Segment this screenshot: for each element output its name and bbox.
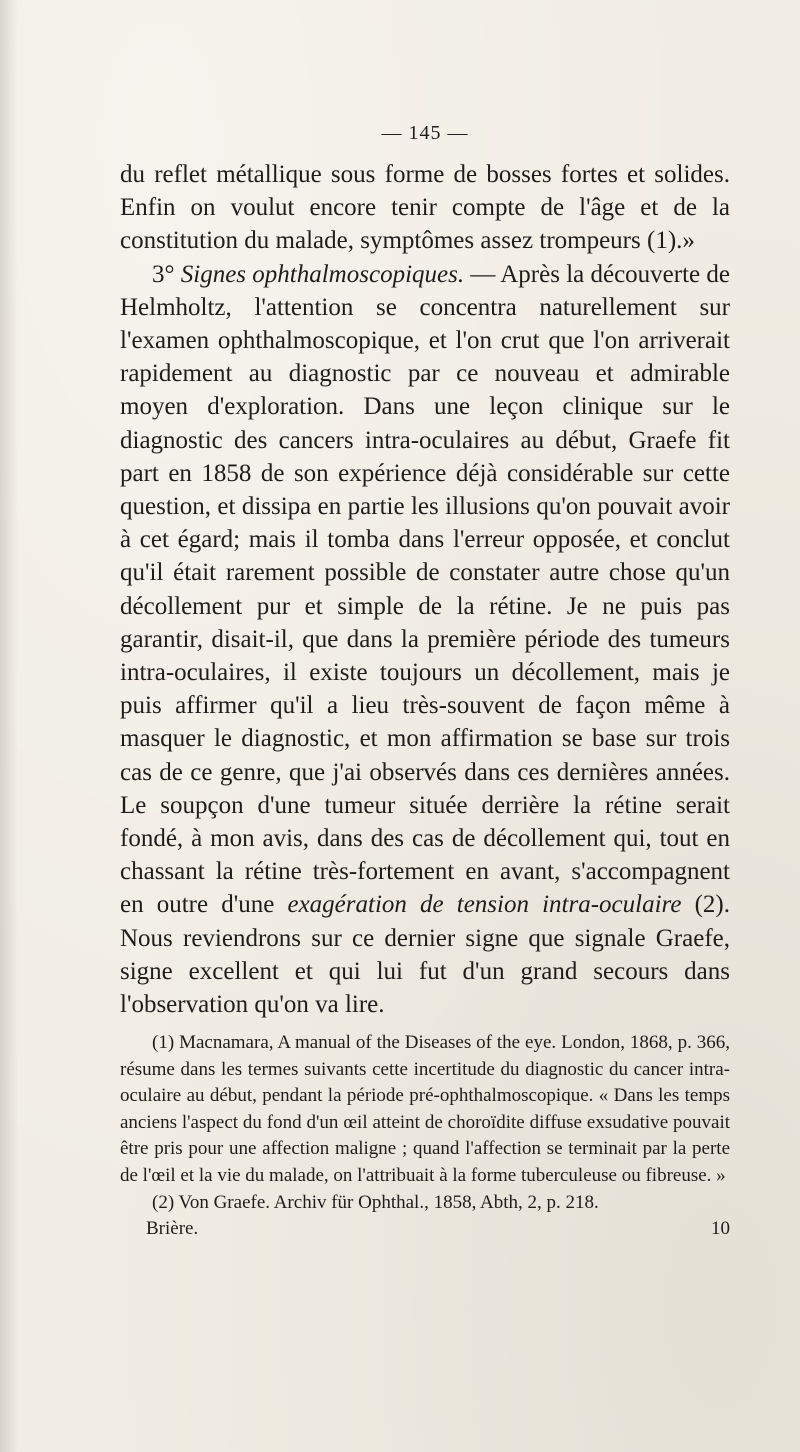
footnote-1: (1) Macnamara, A manual of the Diseases of the eye. London, 1868, p. 366, résume dans les termes suivants cette incertitude du diagnostic du cancer intra-oculaire au début, pendant la période pré-ophthalmoscopique. « Dans les temps anciens l'aspect du fond d'un œil atteint de choroïdite diffuse exsudative pouvait être pris pour une affection maligne ; quand l'affection se terminait par la perte de l'œil et la vie du malade, on l'attribuait à la forme tuberculeuse ou fibreuse. » — [120, 1032, 730, 1186]
emphasis-term: exagération de tension intra-oculaire — [287, 891, 682, 919]
signature-name: Brière. — [146, 1218, 199, 1240]
signature-number: 10 — [711, 1218, 730, 1240]
paragraph-2-text-b: (2). Nous reviendrons sur ce dernier signe que signale Graefe, signe excellent et qui lui fut d'un grand secours dans l'observation qu'on va lire. — [120, 891, 730, 1019]
page-edge-shadow — [0, 0, 18, 1452]
footnotes — [120, 1030, 730, 1243]
paragraph-1: du reflet métallique sous forme de bosses fortes et solides. Enfin on voulut encore tenir compte de l'âge et de la constitution du malade, symptômes assez trompeurs (1).» — [120, 161, 730, 255]
paragraph-2-text-a: — Après la découverte de Helmholtz, l'attention se concentra naturellement sur l'examen ophthalmoscopique, et l'on crut que l'on arriverait rapidement au diagnostic par ce nouveau et admirable moyen d'exploration. Dans une leçon clinique sur le diagnostic des cancers intra-oculaires au début, Graefe fit part en 1858 de son expérience déjà considérable sur cette question, et dissipa en partie les illusions qu'on pouvait avoir à cet égard; mais il tomba dans l'erreur opposée, et conclut qu'il était rarement possible de constater autre chose qu'un décollement pur et simple de la rétine. Je ne puis pas garantir, disait-il, que dans la première période des tumeurs intra-oculaires, il existe toujours un décollement, mais je puis affirmer qu'il a lieu très-souvent de façon même à masquer le diagnostic, et mon affirmation se base sur trois cas de ce genre, que j'ai observés dans ces dernières années. Le soupçon d'une tumeur située derrière la rétine serait fondé, à mon avis, dans des cas de décollement qui, tout en chassant la rétine très-fortement en avant, s'accompagnent en outre d'une — [120, 260, 730, 919]
section-title: Signes ophthalmoscopiques. — [180, 260, 465, 288]
footnote-2: (2) Von Graefe. Archiv für Ophthal., 1858, Abth, 2, p. 218. — [152, 1191, 599, 1213]
section-number: 3° — [152, 260, 181, 288]
paragraph-2 — [120, 258, 730, 1022]
running-head-page-number: — 145 — — [381, 122, 469, 144]
body-text — [120, 158, 730, 1021]
signature-row — [120, 1216, 730, 1243]
